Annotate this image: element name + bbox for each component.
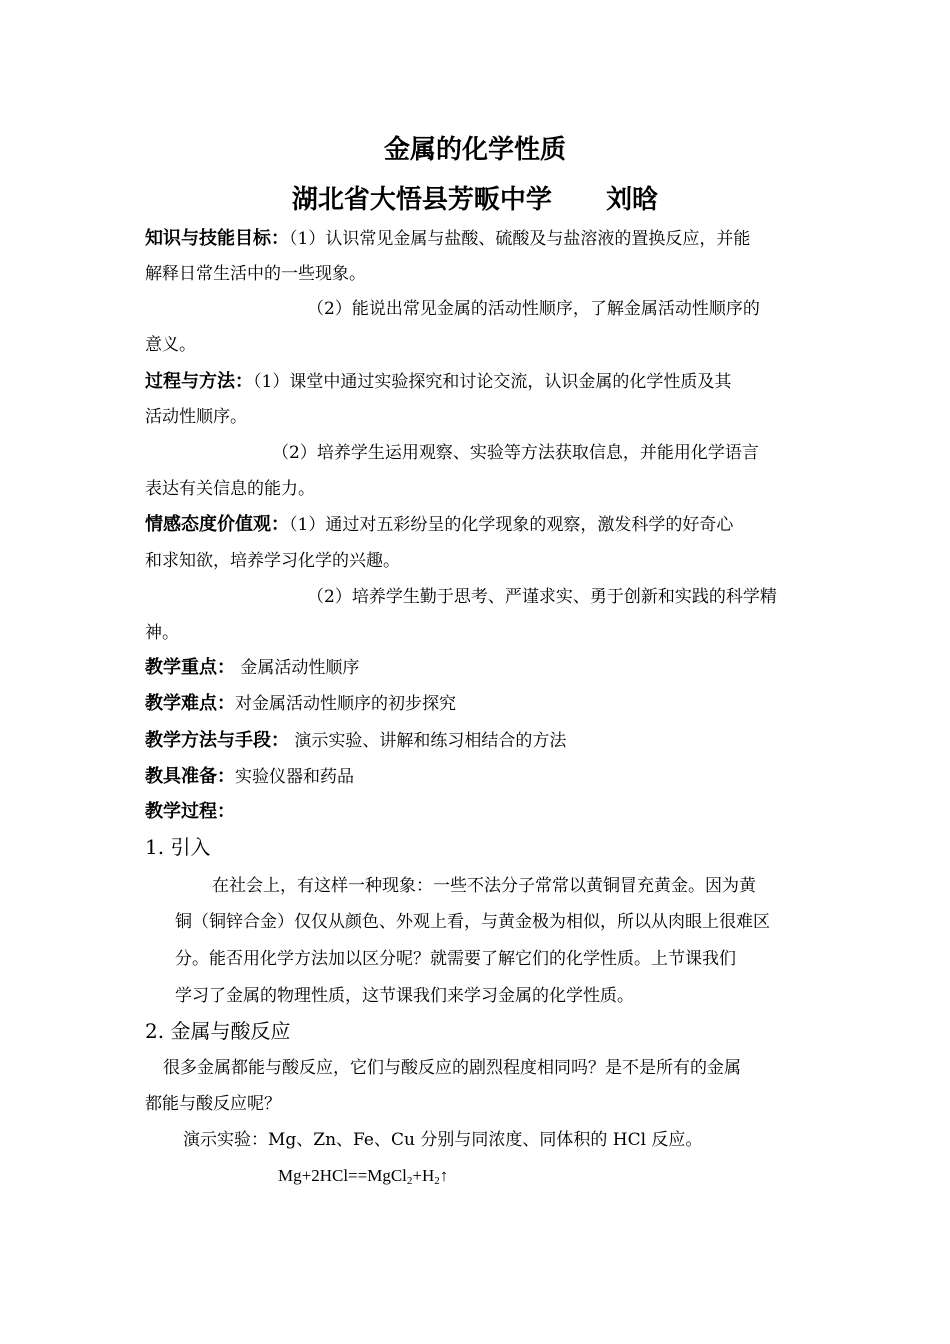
demo-experiment: 演示实验：Mg、Zn、Fe、Cu 分别与同浓度、同体积的 HCl 反应。 xyxy=(183,1130,703,1150)
teaching-tools-text: 实验仪器和药品 xyxy=(235,767,354,787)
section-1-paragraph-line2: 铜（铜锌合金）仅仅从颜色、外观上看，与黄金极为相似，所以从肉眼上很难区 xyxy=(175,912,770,932)
teaching-focus-text: 金属活动性顺序 xyxy=(240,658,360,678)
teaching-difficulty-label: 教学难点： xyxy=(145,693,235,714)
equation-subscript-2: 2 xyxy=(434,1175,440,1187)
emotion-text-1a: （1）通过对五彩纷呈的化学现象的观察，激发科学的好奇心 xyxy=(289,515,734,535)
equation-part2: +H xyxy=(412,1166,435,1185)
process-objective-line1 xyxy=(145,370,807,394)
teaching-method-text: 演示实验、讲解和练习相结合的方法 xyxy=(294,731,567,751)
teaching-method xyxy=(145,729,807,753)
section-2-heading: 2. 金属与酸反应 xyxy=(145,1019,291,1043)
teaching-tools-label: 教具准备： xyxy=(145,766,235,787)
emotion-objective-line1 xyxy=(145,513,807,537)
teaching-process-heading xyxy=(145,800,807,824)
section-1-paragraph-line3: 分。能否用化学方法加以区分呢？就需要了解它们的化学性质。上节课我们 xyxy=(175,949,736,969)
emotion-text-1b: 和求知欲，培养学习化学的兴趣。 xyxy=(145,551,400,571)
teaching-difficulty xyxy=(145,692,807,716)
process-text-1a: （1）课堂中通过实验探究和讨论交流，认识金属的化学性质及其 xyxy=(253,372,732,392)
teaching-method-label: 教学方法与手段： xyxy=(145,730,289,751)
process-text-2a: （2）培养学生运用观察、实验等方法获取信息，并能用化学语言 xyxy=(272,443,759,463)
teaching-focus-label: 教学重点： xyxy=(145,657,235,678)
emotion-label: 情感态度价值观： xyxy=(145,514,289,535)
document-title: 金属的化学性质 xyxy=(383,135,566,165)
chemical-equation xyxy=(278,1164,678,1188)
emotion-text-2b: 神。 xyxy=(145,623,179,643)
section-1-heading: 1. 引入 xyxy=(145,835,211,859)
knowledge-label: 知识与技能目标： xyxy=(145,228,289,249)
section-1-paragraph-line1: 在社会上，有这样一种现象：一些不法分子常常以黄铜冒充黄金。因为黄 xyxy=(212,876,756,896)
gas-arrow-icon: ↑ xyxy=(439,1166,449,1185)
equation-part1: Mg+2HCl==MgCl xyxy=(278,1166,407,1185)
section-2-paragraph-line2: 都能与酸反应呢？ xyxy=(145,1094,281,1114)
knowledge-text-1b: 解释日常生活中的一些现象。 xyxy=(145,264,366,284)
teaching-process-label: 教学过程： xyxy=(145,801,235,822)
teaching-tools xyxy=(145,765,807,789)
knowledge-text-2a: （2）能说出常见金属的活动性顺序，了解金属活动性顺序的 xyxy=(307,299,760,319)
knowledge-text-1a: （1）认识常见金属与盐酸、硫酸及与盐溶液的置换反应，并能 xyxy=(289,229,751,249)
process-text-1b: 活动性顺序。 xyxy=(145,407,247,427)
equation-subscript-1: 2 xyxy=(406,1175,413,1187)
teaching-difficulty-text: 对金属活动性顺序的初步探究 xyxy=(235,694,456,714)
knowledge-objective-line1 xyxy=(145,227,807,251)
knowledge-text-2b: 意义。 xyxy=(145,335,196,355)
section-2-paragraph-line1: 很多金属都能与酸反应，它们与酸反应的剧烈程度相同吗？是不是所有的金属 xyxy=(163,1058,741,1078)
emotion-text-2a: （2）培养学生勤于思考、严谨求实、勇于创新和实践的科学精 xyxy=(307,587,777,607)
process-text-2b: 表达有关信息的能力。 xyxy=(145,479,315,499)
author-line: 湖北省大悟县芳畈中学 刘晗 xyxy=(291,185,659,215)
teaching-focus xyxy=(145,656,807,680)
section-1-paragraph-line4: 学习了金属的物理性质，这节课我们来学习金属的化学性质。 xyxy=(175,986,634,1006)
process-method-label: 过程与方法： xyxy=(145,371,253,392)
